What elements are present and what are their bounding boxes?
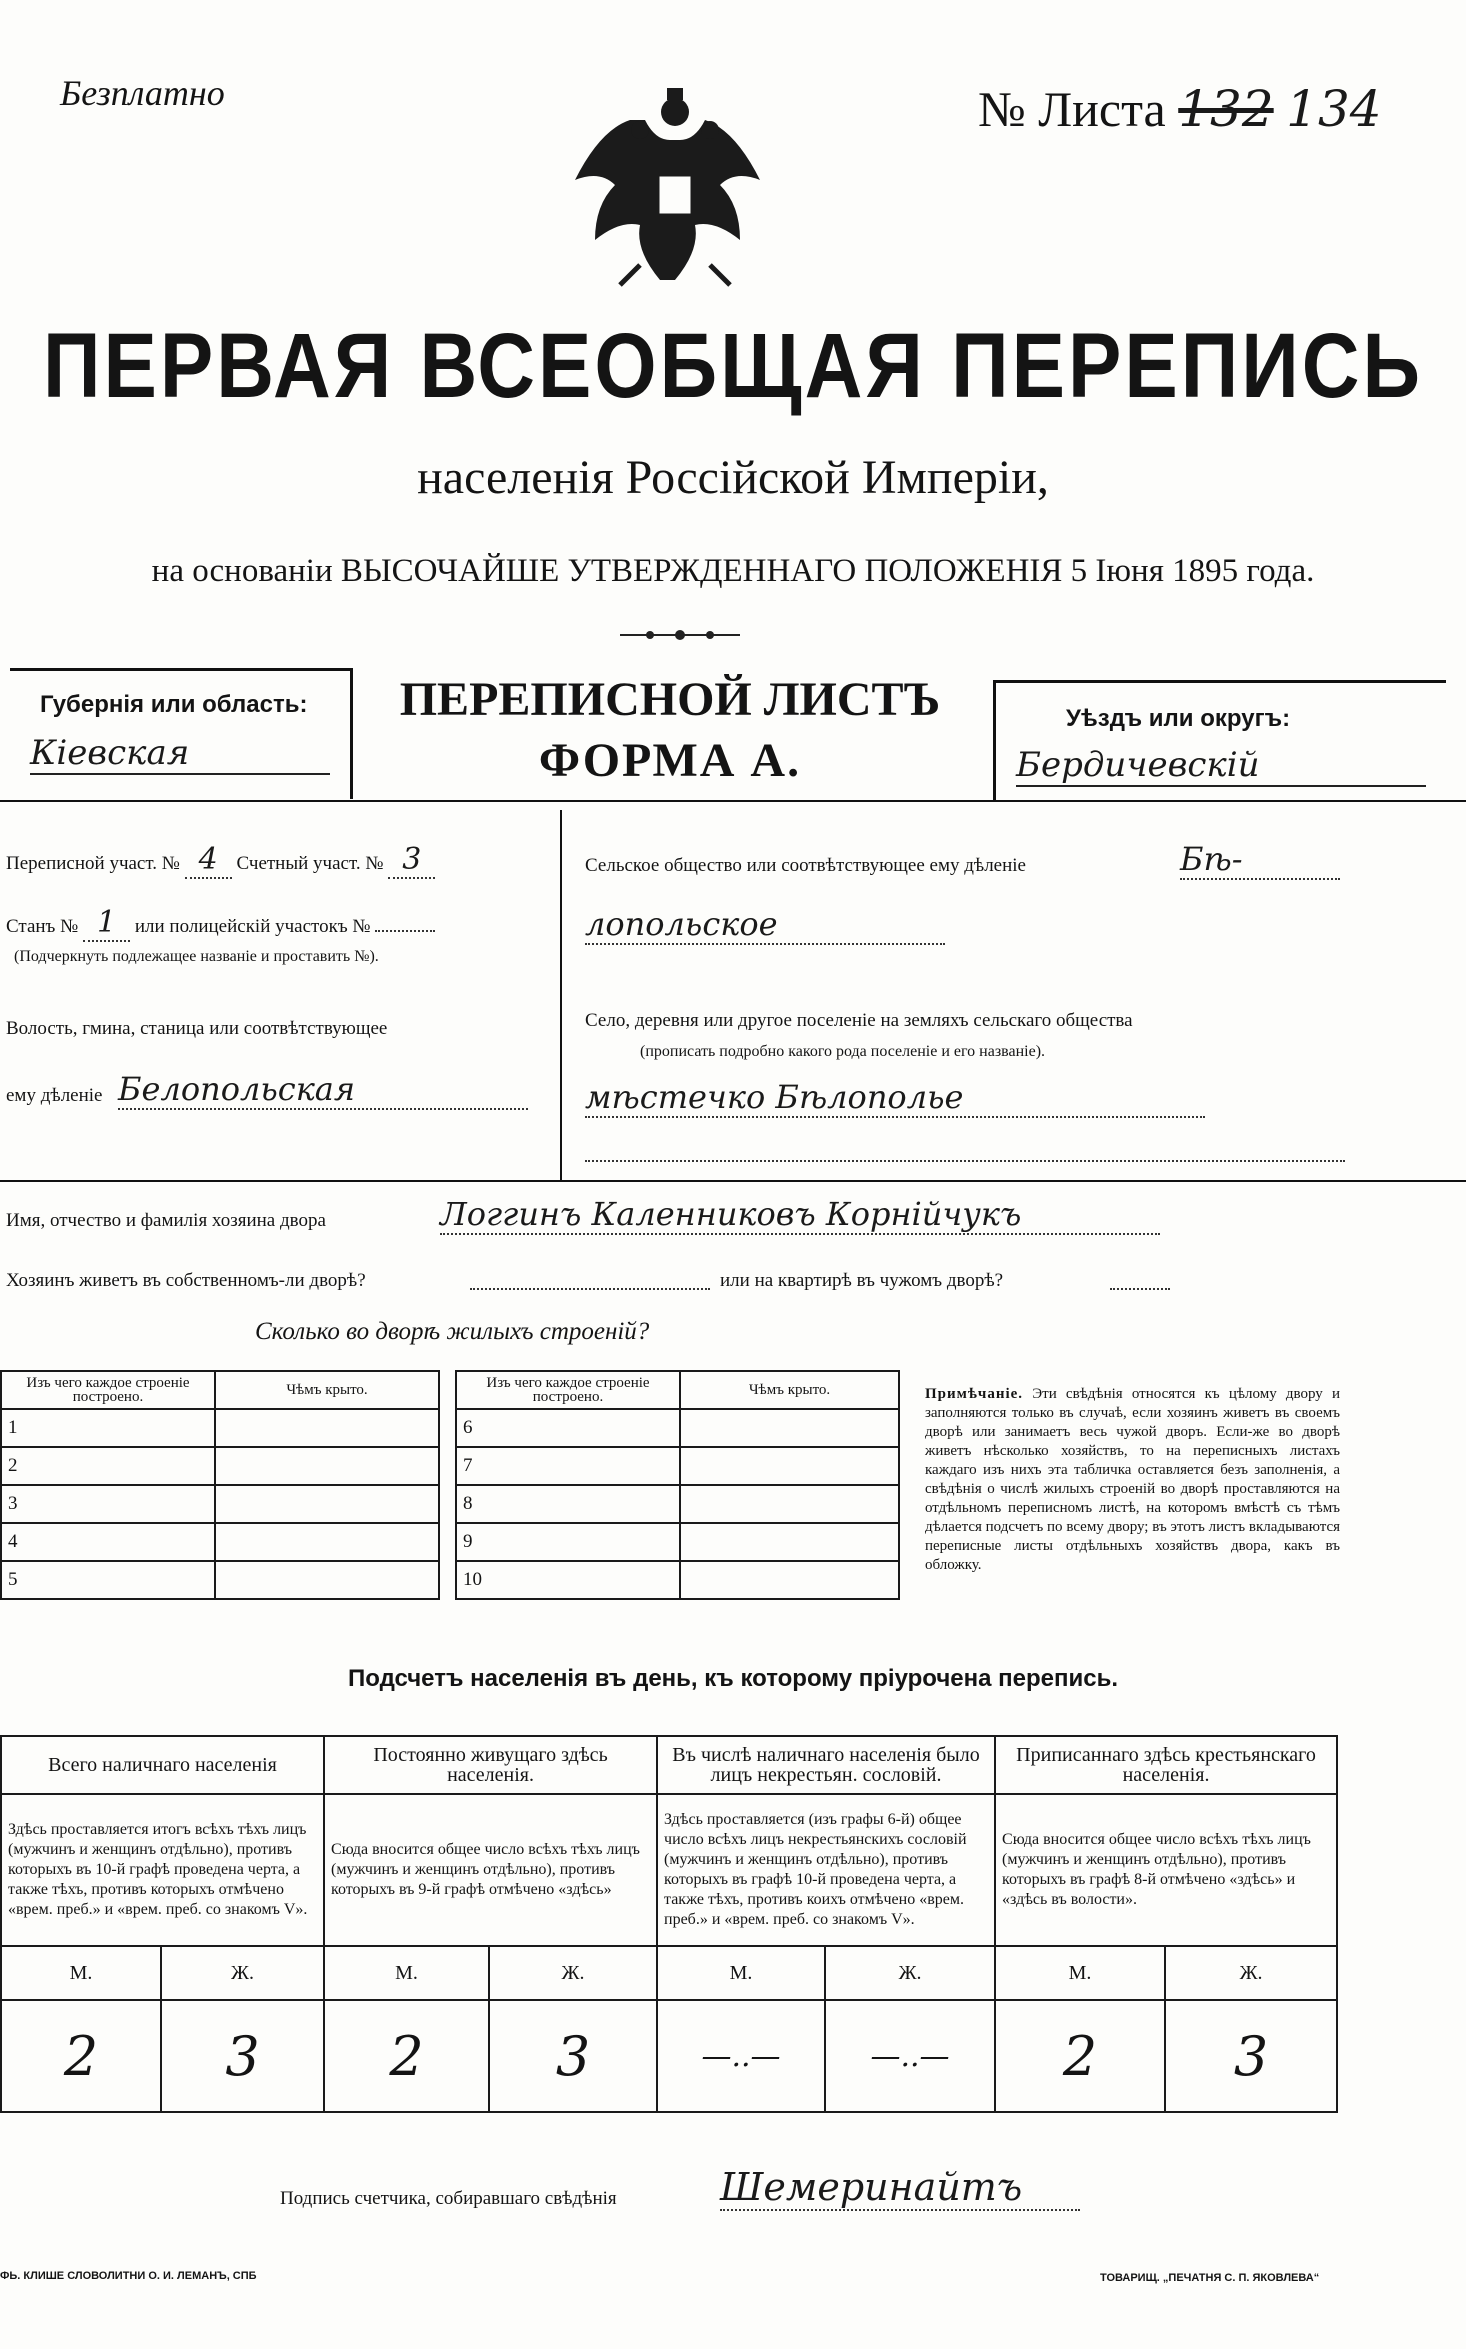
cell [680, 1523, 899, 1561]
population-summary-table [0, 1735, 1338, 2113]
table-row [456, 1523, 899, 1561]
male-header: М. [995, 1946, 1165, 2000]
row-number: 4 [1, 1523, 215, 1561]
cell [680, 1409, 899, 1447]
buildings-table-left [0, 1370, 440, 1600]
form-title: ПЕРЕПИСНОЙ ЛИСТЪ [399, 673, 941, 726]
printer-left: ФЬ. КЛИШЕ СЛОВОЛИТНИ О. И. ЛЕМАНЪ, СПБ [0, 2270, 257, 2282]
permanent-female-value: 3 [489, 2000, 657, 2112]
stan-row [6, 905, 546, 940]
male-header: М. [1, 1946, 161, 2000]
non-peasant-male-value: —..— [657, 2000, 825, 2112]
permanent-male-value: 2 [324, 2000, 489, 2112]
underline-note: (Подчеркнуть подлежащее названіе и проставить №). [14, 948, 379, 965]
registered-female-value: 3 [1165, 2000, 1337, 2112]
society-value-2: лопольское [585, 905, 945, 945]
table-row [1, 1561, 439, 1599]
census-district-label: Переписной участ. № [6, 853, 180, 874]
divider [0, 1180, 1466, 1182]
col-title-registered-peasant: Приписаннаго здѣсь крестьянскаго населенія. [995, 1736, 1337, 1794]
volost-label-cont: ему дѣленіе [6, 1085, 103, 1106]
stan-value: 1 [83, 905, 130, 942]
female-header: Ж. [1165, 1946, 1337, 2000]
village-value: мѣстечко Бѣлополье [585, 1078, 1205, 1118]
village-label: Село, деревня или другое поселеніе на земляхъ сельскаго общества [585, 1010, 1133, 1031]
cell [215, 1485, 439, 1523]
society-label: Сельское общество или соотвѣтствующее ему дѣленіе [585, 855, 1026, 876]
owner-name-label: Имя, отчество и фамилія хозяина двора [6, 1210, 326, 1231]
note-text: Эти свѣдѣнія относятся къ цѣлому двору и заполняются только въ случаѣ, если хозяинъ живетъ въ своемъ дворѣ или занимаетъ весь чужой дворъ. Если-же во дворѣ живетъ нѣсколько хозяйствъ, то на переписныхъ листахъ каждаго изъ нихъ эта табличка оставляется безъ заполненія, а свѣдѣнія о числѣ жилыхъ строеній во дворѣ проставляются на отдѣльномъ переписномъ листѣ, на которомъ вмѣстѣ съ тѣмъ дѣлается подсчетъ по всему двору; въ этотъ листъ вкладываются переписные листы отдѣльныхъ хозяйствъ двора, какъ въ обложку. [925, 1386, 1341, 1573]
summary-heading: Подсчетъ населенія въ день, къ которому пріурочена перепись. [348, 1665, 1118, 1692]
cell [680, 1447, 899, 1485]
legal-basis: на основаніи ВЫСОЧАЙШЕ УТВЕРЖДЕННАГО ПОЛОЖЕНІЯ 5 Іюня 1895 года. [151, 553, 1315, 589]
free-label: Безплатно [60, 73, 225, 113]
row-number: 7 [456, 1447, 680, 1485]
village-note: (прописать подробно какого рода поселеніе и его названіе). [640, 1043, 1046, 1060]
district-label: Уѣздъ или округъ: [1066, 705, 1291, 732]
total-male-value: 2 [1, 2000, 161, 2112]
rent-field [1110, 1288, 1170, 1290]
row-number: 1 [1, 1409, 215, 1447]
col-desc-total: Здѣсь проставляется итогъ всѣхъ тѣхъ лицъ (мужчинъ и женщинъ отдѣльно), противъ которыхъ въ 10-й графѣ проведена черта, а также тѣхъ, противъ которыхъ отмѣчено «врем. преб.» и «врем. преб. со знакомъ V». [1, 1794, 324, 1946]
province-label: Губернія или область: [40, 691, 308, 718]
row-number: 5 [1, 1561, 215, 1599]
buildings-table-right [455, 1370, 900, 1600]
row-number: 10 [456, 1561, 680, 1599]
female-header: Ж. [489, 1946, 657, 2000]
stan-label: Станъ № [6, 916, 79, 937]
female-header: Ж. [825, 1946, 995, 2000]
cell [215, 1561, 439, 1599]
police-label: или полицейскій участокъ № [134, 916, 371, 937]
volost-label: Волость, гмина, станица или соотвѣтствующее [6, 1018, 388, 1039]
col-title-total: Всего наличнаго населенія [1, 1736, 324, 1794]
signature-label: Подпись счетчика, собиравшаго свѣдѣнія [280, 2188, 617, 2209]
total-female-value: 3 [161, 2000, 324, 2112]
col-roof-header: Чѣмъ крыто. [680, 1371, 899, 1409]
col-desc-permanent: Сюда вносится общее число всѣхъ тѣхъ лицъ (мужчинъ и женщинъ отдѣльно), противъ которыхъ въ 9-й графѣ отмѣчено «здѣсь» [324, 1794, 657, 1946]
table-row [456, 1485, 899, 1523]
col-built-header: Изъ чего каждое строеніе построено. [456, 1371, 680, 1409]
col-built-header: Изъ чего каждое строеніе построено. [1, 1371, 215, 1409]
male-header: М. [324, 1946, 489, 2000]
table-row [1, 1447, 439, 1485]
sheet-number-struck: 132 [1178, 80, 1274, 138]
volost-value: Белопольская [118, 1070, 528, 1110]
female-header: Ж. [161, 1946, 324, 2000]
printer-right: ТОВАРИЩ. „ПЕЧАТНЯ С. П. ЯКОВЛЕВА“ [1100, 2272, 1320, 2284]
divider [0, 800, 1466, 802]
cell [215, 1447, 439, 1485]
counter-signature: Шемеринайтъ [720, 2165, 1080, 2211]
census-district-value: 4 [185, 842, 232, 879]
sheet-number [978, 80, 1382, 138]
sheet-number-value: 134 [1286, 80, 1382, 138]
district-box [993, 680, 1446, 801]
row-number: 8 [456, 1485, 680, 1523]
page-subtitle: населенія Россійской Имперіи, [417, 451, 1049, 504]
table-row [456, 1561, 899, 1599]
own-yard-field [470, 1288, 710, 1290]
col-desc-registered-peasant: Сюда вносится общее число всѣхъ тѣхъ лицъ (мужчинъ и женщинъ отдѣльно), противъ которыхъ въ графѣ 8-й отмѣчено «здѣсь» и «здѣсь въ волости». [995, 1794, 1337, 1946]
society-value-1: Бѣ- [1180, 840, 1340, 880]
owner-name-value: Логгинъ Каленниковъ Корнійчукъ [440, 1195, 1160, 1235]
col-title-non-peasant: Въ числѣ наличнаго населенія было лицъ некрестьян. сословій. [657, 1736, 995, 1794]
row-number: 2 [1, 1447, 215, 1485]
col-roof-header: Чѣмъ крыто. [215, 1371, 439, 1409]
cell [680, 1561, 899, 1599]
col-desc-non-peasant: Здѣсь проставляется (изъ графы 6-й) общее число всѣхъ лицъ некрестьянскихъ сословій (мужчинъ и женщинъ отдѣльно), противъ которыхъ въ графѣ 10-й проведена черта, а также тѣхъ, противъ коихъ отмѣчено «врем. преб.» и «врем. преб. со знакомъ V». [657, 1794, 995, 1946]
table-row [1, 1409, 439, 1447]
row-number: 9 [456, 1523, 680, 1561]
sheet-number-label: № Листа [978, 81, 1166, 137]
cell [215, 1523, 439, 1561]
registered-male-value: 2 [995, 2000, 1165, 2112]
divider [560, 810, 562, 1180]
cell [215, 1409, 439, 1447]
count-district-value: 3 [388, 842, 435, 879]
ornament-divider-icon [620, 628, 740, 642]
buildings-label: Сколько во дворѣ жилыхъ строеній? [255, 1318, 650, 1345]
form-name: ФОРМА А. [538, 734, 802, 787]
note [925, 1385, 1340, 1575]
census-district-row [6, 842, 546, 877]
table-row [456, 1409, 899, 1447]
table-row [1, 1485, 439, 1523]
blank-line [585, 1160, 1345, 1162]
province-value: Кіевская [30, 733, 330, 775]
page-title: ПЕРВАЯ ВСЕОБЩАЯ ПЕРЕПИСЬ [43, 314, 1423, 417]
double-headed-eagle-icon [570, 80, 780, 290]
non-peasant-female-value: —..— [825, 2000, 995, 2112]
district-value: Бердичевскій [1016, 745, 1426, 787]
rent-label: или на квартирѣ въ чужомъ дворѣ? [720, 1270, 1004, 1291]
row-number: 6 [456, 1409, 680, 1447]
col-title-permanent: Постоянно живущаго здѣсь населенія. [324, 1736, 657, 1794]
table-row [1, 1523, 439, 1561]
table-row [456, 1447, 899, 1485]
cell [680, 1485, 899, 1523]
male-header: М. [657, 1946, 825, 2000]
row-number: 3 [1, 1485, 215, 1523]
province-box [10, 668, 353, 799]
count-district-label: Счетный участ. № [236, 853, 384, 874]
note-heading: Примѣчаніе. [925, 1386, 1024, 1402]
own-yard-label: Хозяинъ живетъ въ собственномъ-ли дворѣ? [6, 1270, 366, 1291]
